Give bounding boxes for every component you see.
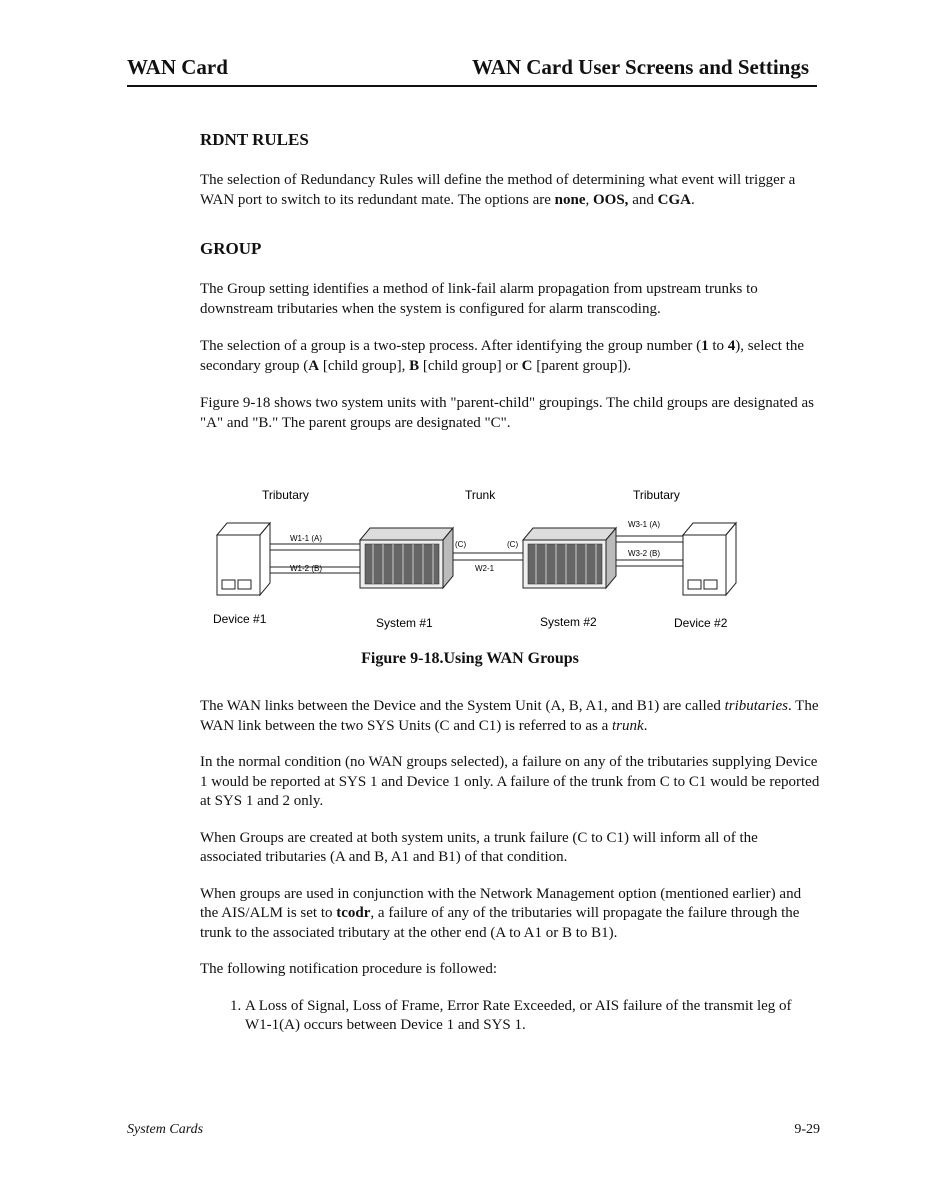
bold: A <box>308 358 320 374</box>
header-right-title: WAN Card User Screens and Settings <box>472 55 809 79</box>
figure-caption: Figure 9-18.Using WAN Groups <box>361 650 579 667</box>
footer-section-name: System Cards <box>127 1122 204 1137</box>
label-tributary-left: Tributary <box>262 488 309 502</box>
body-paragraph-3: When Groups are created at both system units, a trunk failure (C to C1) will inform all of the associated tributaries (A and B, A1 and B1) of that condition. <box>200 829 758 865</box>
body-content <box>200 697 820 1036</box>
text: . <box>643 717 648 734</box>
text: The selection of a group is a two-step process. After identifying the group number ( <box>200 338 702 354</box>
list-item: 1. A Loss of Signal, Loss of Frame, Error Rate Exceeded, or AIS failure of the transmit leg of W1-1(A) occurs between Device 1 and SYS 1. <box>245 997 820 1036</box>
system-1-label: System #1 <box>376 616 433 630</box>
body-paragraph-5: The following notification procedure is followed: <box>200 961 498 977</box>
c-left-label: (C) <box>455 540 467 549</box>
rdnt-rules-heading: RDNT RULES <box>200 130 309 149</box>
text: [parent group]). <box>532 358 632 374</box>
w3-2-label: W3-2 (B) <box>628 549 660 558</box>
body-paragraph-2: In the normal condition (no WAN groups selected), a failure on any of the tributaries supplying Device 1 would be reported at SYS 1 and Device 1 only. A failure of the trunk from C to C1 would be reported at SYS 1 and 2 only. <box>200 754 820 809</box>
rdnt-text: The selection of Redundancy Rules will define the method of determining what event will trigger a WAN port to switch to its redundant mate. The options are <box>200 172 796 208</box>
device-1-icon <box>217 523 270 595</box>
w1-2-label: W1-2 (B) <box>290 564 322 573</box>
label-tributary-right: Tributary <box>633 488 680 502</box>
text: [child group] or <box>419 358 522 374</box>
bold: 4 <box>727 338 736 354</box>
group-paragraph-3: Figure 9-18 shows two system units with "parent-child" groupings. The child groups are designated as "A" and "B." The parent groups are designated "C". <box>200 395 814 431</box>
group-heading: GROUP <box>200 239 262 258</box>
text: , a failure of any of the tributaries will propagate the failure through the trunk to the associated tributary at the other end (A to A1 or B to B1). <box>200 905 800 941</box>
wan-diagram <box>205 480 745 630</box>
system-2-chassis-icon <box>523 528 616 588</box>
notification-procedure-list <box>200 997 820 1036</box>
option-none: none <box>554 192 586 208</box>
sep: . <box>690 192 695 208</box>
group-paragraph-1: The Group setting identifies a method of link-fail alarm propagation from upstream trunks to downstream tributaries when the system is configured for alarm transcoding. <box>200 281 758 317</box>
w1-1-label: W1-1 (A) <box>290 534 322 543</box>
main-content <box>200 130 820 450</box>
device-2-label: Device #2 <box>674 616 728 630</box>
bold: 1 <box>701 338 709 354</box>
text: When groups are used in conjunction with the Network Management option (mentioned earlier) and the AIS/ALM is set to <box>200 885 802 921</box>
bold: B <box>409 358 420 374</box>
bold-tcodr: tcodr <box>336 905 371 921</box>
system-2-label: System #2 <box>540 615 597 629</box>
rdnt-rules-paragraph <box>200 170 820 210</box>
wan-groups-figure <box>205 480 745 630</box>
text: to <box>708 338 728 354</box>
text: The WAN links between the Device and the System Unit (A, B, A1, and B1) are called <box>200 698 725 714</box>
bold: C <box>521 358 533 374</box>
w3-1-label: W3-1 (A) <box>628 520 660 529</box>
trunk-link <box>453 553 523 560</box>
text: [child group], <box>319 358 410 374</box>
body-paragraph-1 <box>200 697 820 736</box>
device-1-label: Device #1 <box>213 612 267 626</box>
option-oos: OOS, <box>593 192 629 208</box>
c-right-label: (C) <box>507 540 519 549</box>
device-2-icon <box>683 523 736 595</box>
label-trunk: Trunk <box>465 488 496 502</box>
header-left-title: WAN Card <box>127 55 228 79</box>
system-1-chassis-icon <box>360 528 453 588</box>
body-paragraph-4 <box>200 885 820 944</box>
italic-tributaries: tributaries <box>724 698 788 714</box>
italic-trunk: trunk <box>612 717 644 734</box>
sep: and <box>628 192 658 208</box>
group-paragraph-2 <box>200 336 820 376</box>
text: ), select the secondary group ( <box>200 338 805 374</box>
text: . The WAN link between the two SYS Units (C and C1) is referred to as a <box>200 698 819 734</box>
sep: , <box>585 192 593 208</box>
w2-1-label: W2-1 <box>475 564 495 573</box>
page-header <box>127 55 817 87</box>
option-cga: CGA <box>657 192 691 208</box>
footer-page-number: 9-29 <box>794 1122 820 1137</box>
